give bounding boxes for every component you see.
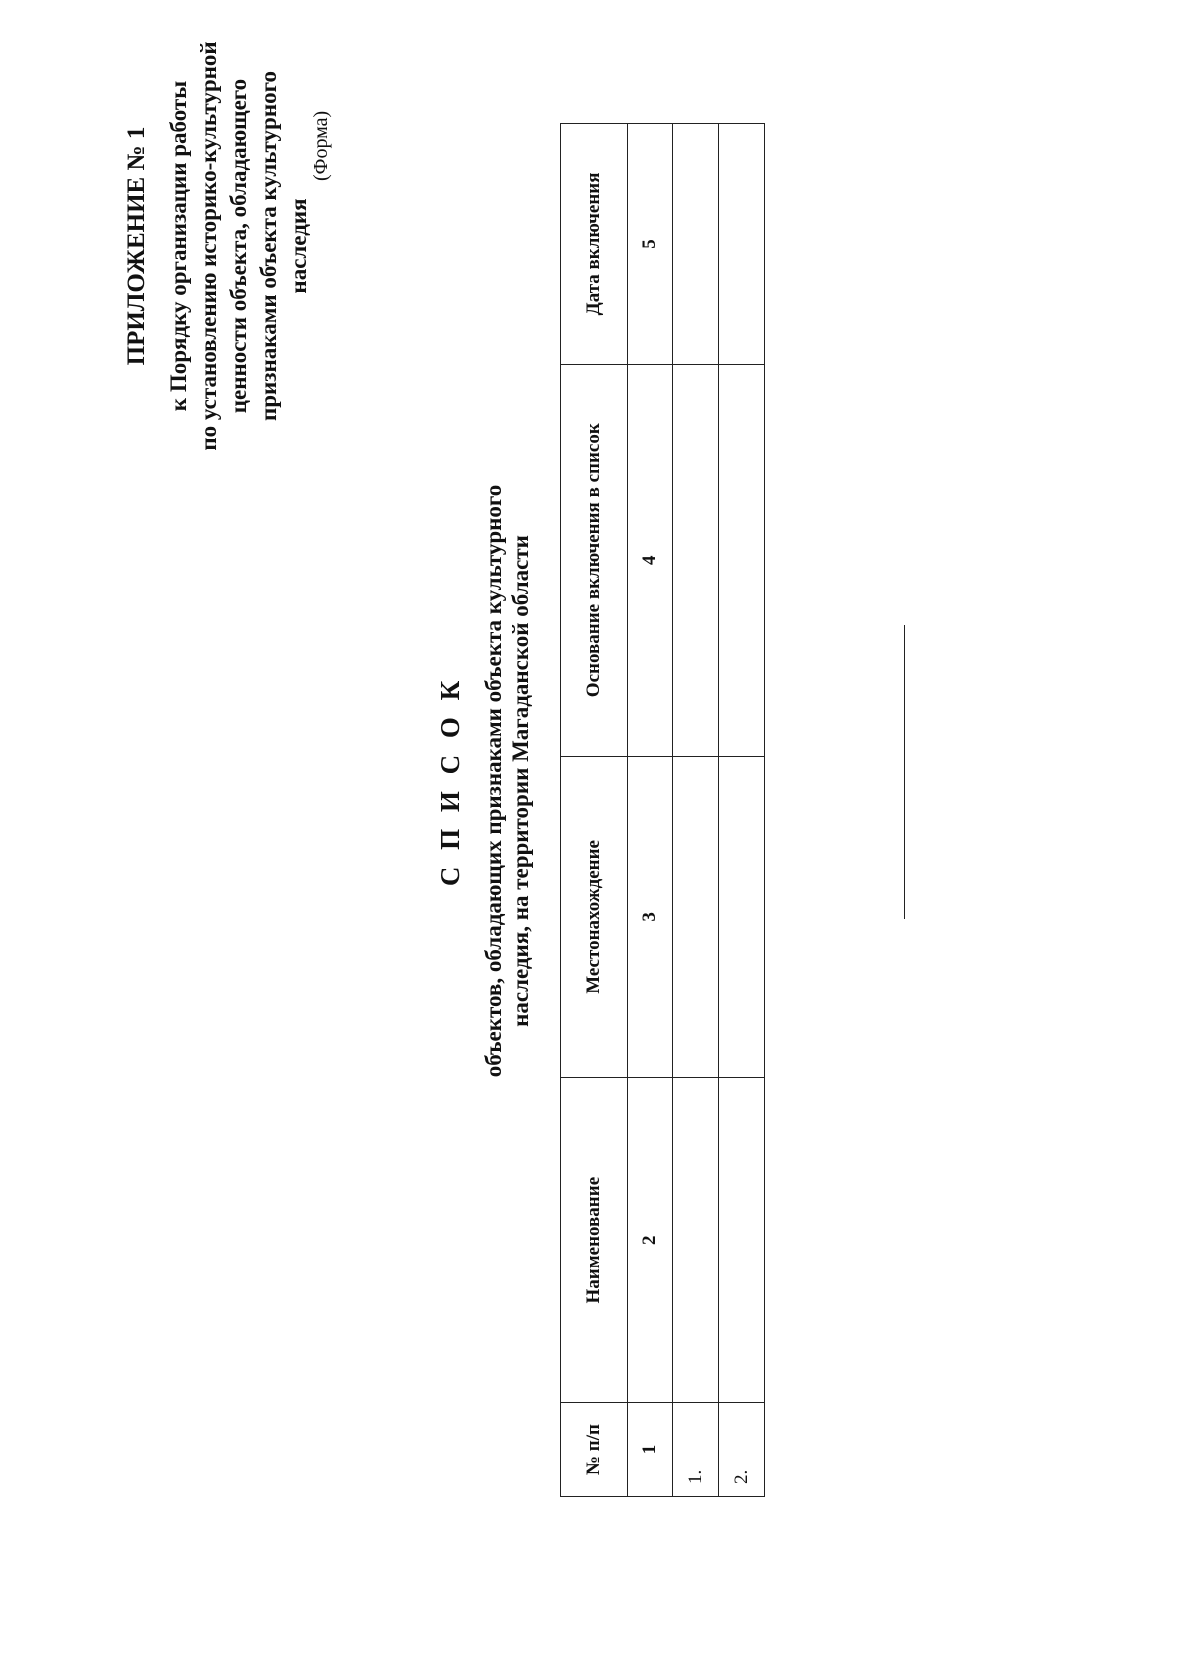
closing-line [904, 625, 905, 919]
appendix-line: к Порядку организации работы [166, 80, 191, 412]
list-subtitle-line: наследия, на территории Магаданской области [508, 535, 533, 1027]
row-number: 1. [673, 1403, 719, 1497]
row-number: 2. [719, 1403, 765, 1497]
appendix-line: признаками объекта культурного [256, 71, 281, 421]
header-location: Местонахождение [561, 756, 628, 1078]
form-note: (Форма) [310, 110, 332, 181]
column-number: 4 [628, 364, 673, 756]
appendix-line: ценности объекта, обладающего [226, 78, 251, 414]
table-row [673, 124, 719, 1497]
table-cell [673, 364, 719, 756]
appendix-title: ПРИЛОЖЕНИЕ № 1 [123, 126, 150, 366]
objects-table [560, 123, 765, 1497]
header-name: Наименование [561, 1078, 628, 1403]
table-cell [719, 1078, 765, 1403]
table-cell [673, 756, 719, 1078]
column-number: 5 [628, 124, 673, 365]
list-title: С П И С О К [435, 675, 465, 887]
column-number: 2 [628, 1078, 673, 1403]
table-cell [673, 124, 719, 365]
header-basis: Основание включения в список [561, 364, 628, 756]
column-number: 3 [628, 756, 673, 1078]
column-number: 1 [628, 1403, 673, 1497]
appendix-line: по установлению историко-культурной [196, 41, 221, 451]
header-date: Дата включения [561, 124, 628, 365]
list-subtitle-line: объектов, обладающих признаками объекта культурного [481, 484, 506, 1078]
column-number-row [628, 124, 673, 1497]
table-row [719, 124, 765, 1497]
table-cell [719, 756, 765, 1078]
appendix-block [122, 11, 314, 481]
table-cell [719, 364, 765, 756]
table-header-row [561, 124, 628, 1497]
table-cell [719, 124, 765, 365]
list-heading [435, 331, 534, 1231]
appendix-line: наследия [286, 198, 311, 294]
header-number: № п/п [561, 1403, 628, 1497]
table-cell [673, 1078, 719, 1403]
